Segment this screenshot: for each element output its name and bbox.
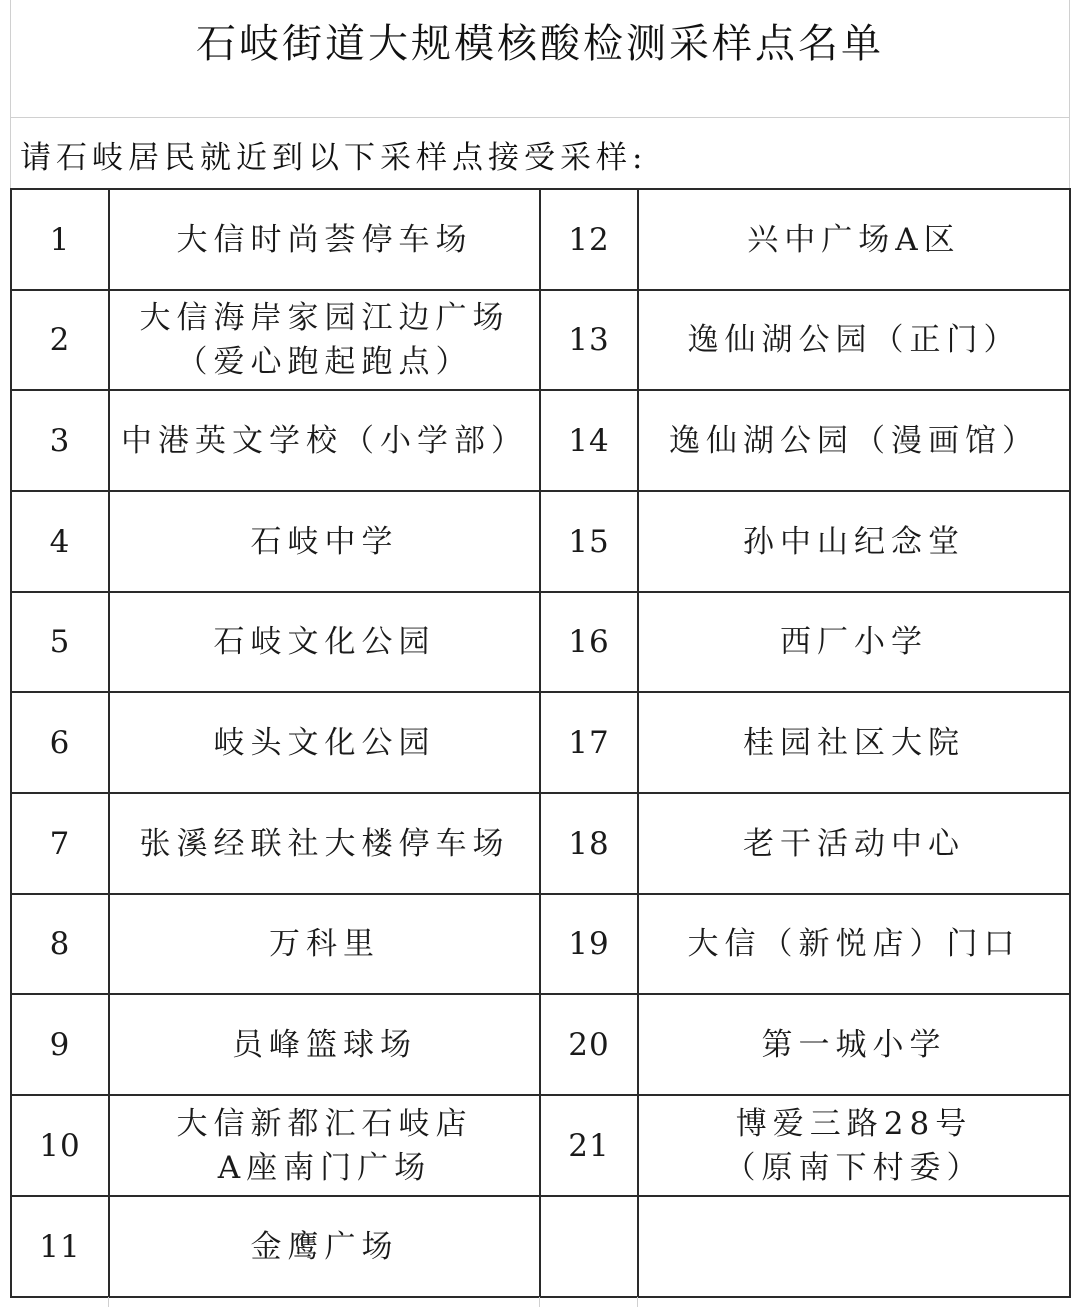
site-name [638,189,1070,290]
table-row [11,793,1070,894]
site-name [109,1095,540,1196]
site-number: 6 [11,692,109,793]
site-name-line: 万科里 [269,926,380,962]
site-name [638,290,1070,390]
site-number: 14 [540,390,638,491]
site-number: 3 [11,390,109,491]
site-name [109,390,540,491]
site-number: 20 [540,994,638,1095]
site-name [638,491,1070,592]
site-name-line: 中港英文学校（小学部） [121,422,528,459]
site-name-line: 逸仙湖公园（漫画馆） [669,422,1039,459]
site-number: 9 [11,994,109,1095]
site-name [109,793,540,894]
table-row [11,692,1070,793]
table-row [11,1095,1070,1196]
site-name-line: 岐头文化公园 [213,724,436,761]
document-subtitle: 请石岐居民就近到以下采样点接受采样: [20,140,648,176]
table-row [11,390,1070,491]
site-name-line: 石岐文化公园 [213,624,436,660]
site-name [109,189,540,290]
site-name-line: 桂园社区大院 [743,724,965,761]
site-name [109,290,540,390]
site-name-line: A座南门广场 [217,1149,432,1186]
table-row [11,1196,1070,1297]
table-row [11,994,1070,1095]
table-row [11,894,1070,994]
site-number: 15 [540,491,638,592]
table-row [11,189,1070,290]
table-row [11,491,1070,592]
site-name [109,491,540,592]
site-name [638,793,1070,894]
gridline-tick [637,1297,638,1307]
site-name [638,994,1070,1095]
site-name [109,894,540,994]
sampling-sites-body [11,189,1070,1297]
site-name [638,692,1070,793]
table-row [11,592,1070,692]
site-name [638,894,1070,994]
site-name [638,390,1070,491]
gridline-tick [108,1297,109,1307]
site-name-line: 老干活动中心 [743,825,965,862]
site-name-line: 员峰篮球场 [232,1026,417,1063]
site-name-line: 大信新都汇石岐店 [176,1105,473,1142]
document-title: 石岐街道大规模核酸检测采样点名单 [196,21,884,67]
site-number: 8 [11,894,109,994]
empty-cell [638,1196,1070,1297]
table-row [11,290,1070,390]
site-number: 10 [11,1095,109,1196]
sampling-sites-table [10,188,1071,1298]
site-name [109,994,540,1095]
site-name [109,692,540,793]
site-name-line: 张溪经联社大楼停车场 [139,825,510,862]
site-name-line: 石岐中学 [250,523,399,560]
site-number: 12 [540,189,638,290]
gridline-tick [539,1297,540,1307]
site-name-line: 金鹰广场 [250,1228,399,1265]
site-number: 13 [540,290,638,390]
site-name [638,592,1070,692]
site-number: 4 [11,491,109,592]
site-name-line: 第一城小学 [761,1026,947,1063]
site-name [109,1196,540,1297]
site-name-line: 西厂小学 [780,624,928,660]
site-number: 1 [11,189,109,290]
site-name-line: 博爱三路28号 [735,1105,973,1142]
site-number: 16 [540,592,638,692]
site-number: 2 [11,290,109,390]
site-number: 11 [11,1196,109,1297]
site-name [638,1095,1070,1196]
site-number: 7 [11,793,109,894]
site-number: 18 [540,793,638,894]
site-name-line: （原南下村委） [724,1149,984,1186]
empty-cell [540,1196,638,1297]
site-number: 21 [540,1095,638,1196]
site-name-line: 逸仙湖公园（正门） [687,322,1021,358]
site-name-line: 孙中山纪念堂 [743,523,965,560]
site-number: 17 [540,692,638,793]
site-name-line: （爱心跑起跑点） [176,344,473,380]
site-name-line: 大信海岸家园江边广场 [139,300,510,336]
site-number: 5 [11,592,109,692]
site-number: 19 [540,894,638,994]
site-name-line: 大信时尚荟停车场 [176,221,473,258]
site-name-line: 大信（新悦店）门口 [687,926,1021,962]
site-name [109,592,540,692]
site-name-line: 兴中广场A区 [747,221,961,258]
